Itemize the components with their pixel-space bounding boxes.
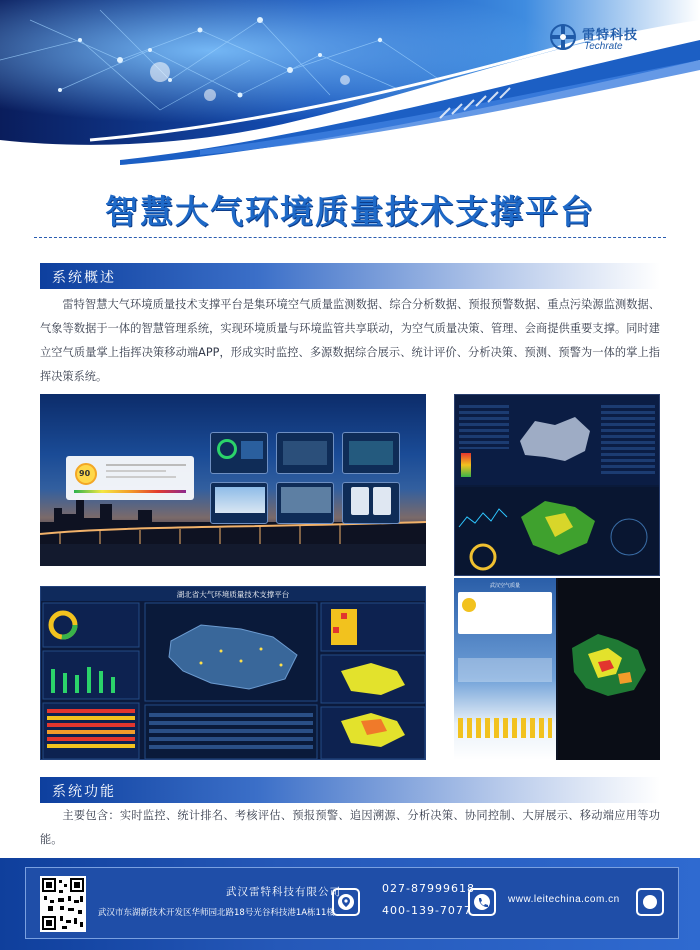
phone-number-1: 027-87999618 <box>382 882 475 895</box>
dashboard-graphic <box>41 601 426 760</box>
phone-screen <box>454 578 556 760</box>
company-address: 武汉市东湖新技术开发区华师园北路18号光谷科技港1A栋11楼 <box>98 908 335 918</box>
section-overview-header <box>40 263 660 289</box>
overview-paragraph: 雷特智慧大气环境质量技术支撑平台是集环境空气质量监测数据、综合分析数据、预报预警数据、重点污染源监测数据、气象等数据于一体的智慧管理系统，实现环境质量与环境监管共享联动，为空气质量决策、管理、会商提供重要支撑。同时建立空气质量掌上指挥决策移动端APP，形成实时监控、多源数据综合展示、统计评价、分析决策、预测、预警为一体的掌上指挥决策系统。 <box>40 298 660 383</box>
aqi-value: 90 <box>79 469 91 478</box>
thumb-tile-4 <box>210 482 268 524</box>
screenshot-portal <box>40 394 426 566</box>
title-divider <box>34 237 666 238</box>
map-screen <box>558 578 660 760</box>
thumb-tile-6 <box>342 482 400 524</box>
section-functions-heading: 系统功能 <box>52 784 116 800</box>
globe-icon <box>636 888 664 916</box>
section-overview-heading: 系统概述 <box>52 270 116 286</box>
brand-name-cn: 雷特科技 <box>582 28 639 43</box>
brand-name-en: Techrate <box>584 41 623 52</box>
screenshot-province-dashboard <box>40 586 426 760</box>
company-name: 武汉雷特科技有限公司 <box>226 886 341 898</box>
logo-icon <box>548 22 578 52</box>
qr-code <box>40 876 86 932</box>
thumb-tile-5 <box>276 482 334 524</box>
page-title: 智慧大气环境质量技术支撑平台 <box>105 192 595 231</box>
thumb-tile-1 <box>210 432 268 474</box>
location-icon <box>332 888 360 916</box>
dashboard-lower <box>455 487 660 576</box>
section-functions-header <box>40 777 660 803</box>
thumb-tile-2 <box>276 432 334 474</box>
mobile-title: 武汉空气质量 <box>489 583 520 589</box>
aqi-card <box>66 456 194 500</box>
screenshot-dashboards <box>454 394 660 576</box>
brand-logo <box>548 22 658 56</box>
screenshot-mobile-app <box>454 578 660 760</box>
footer <box>0 858 700 950</box>
functions-paragraph: 主要包含：实时监控、统计排名、考核评估、预报预警、追因溯源、分析决策、协同控制、大屏展示、移动端应用等功能。 <box>40 809 660 846</box>
phone-number-2: 400-139-7077 <box>382 904 472 917</box>
website-url[interactable]: www.leitechina.com.cn <box>508 894 620 905</box>
header-banner <box>0 0 700 170</box>
dashboard-title: 湖北省大气环境质量技术支撑平台 <box>176 590 290 599</box>
phone-icon <box>468 888 496 916</box>
dashboard-upper <box>455 395 660 485</box>
footer-panel <box>25 867 679 939</box>
thumb-tile-3 <box>342 432 400 474</box>
